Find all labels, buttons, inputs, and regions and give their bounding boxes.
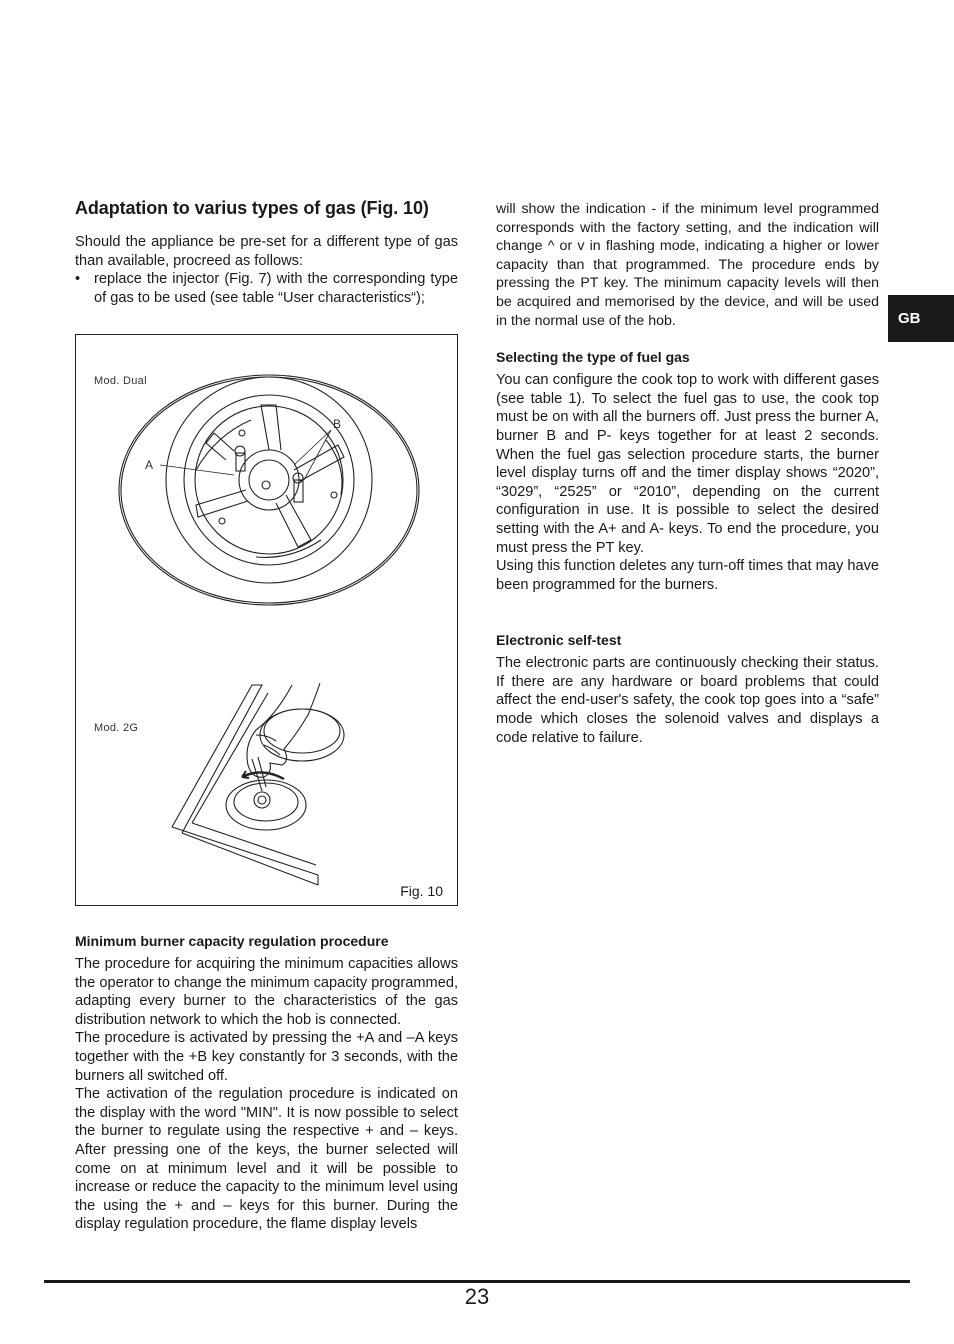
figure-caption: Fig. 10: [400, 883, 443, 899]
section-heading: Adaptation to varius types of gas (Fig. 10): [75, 198, 429, 218]
right-column: [496, 200, 879, 747]
marker-b: B: [333, 417, 342, 431]
fuel-gas-paragraph-2: Using this function deletes any turn-off times that may have been programmed for the burners.: [496, 558, 879, 593]
min-capacity-paragraph-1: The procedure for acquiring the minimum capacities allows the operator to change the minimum capacity programmed, adapting every burner to the characteristics of the gas distribution network to which the hob is connected.: [75, 956, 458, 1028]
bullet-text: replace the injector (Fig. 7) with the corresponding type of gas to be used (see table “User characteristics“);: [94, 271, 458, 306]
fuel-gas-paragraph-1: You can configure the cook top to work with different gases (see table 1). To select the fuel gas to use, the cook top must be on with all the burners off. Just press the burner A, burner B and P- keys together for at least 2 seconds. When the fuel gas selection procedure starts, the burner level display turns off and the timer display shows “2020”, “3029”, “2525” or “2010”, depending on the current configuration in use. It is possible to select the desired setting with the A+ and A- keys. To end the procedure, you must press the PT key.: [496, 372, 879, 556]
intro-paragraph: Should the appliance be pre-set for a different type of gas than available, procreed as follows:: [75, 234, 458, 269]
min-capacity-paragraph-3: The activation of the regulation procedure is indicated on the display with the word "MIN". It is now possible to select the burner to regulate using the respective + and – keys. After pressing one of the keys, the burner selected will come on at minimum level and it will be possible to increase or reduce the capacity to the minimum level using the using the + and – keys for this burner. During the display regulation procedure, the flame display levels: [75, 1086, 458, 1233]
hob-2g-illustration: [76, 675, 457, 905]
dual-burner-illustration: [76, 335, 457, 635]
fuel-gas-heading: Selecting the type of fuel gas: [496, 349, 690, 366]
figure-10: [75, 334, 458, 906]
min-capacity-paragraph-2: The procedure is activated by pressing the +A and –A keys together with the +B key constantly for 3 seconds, with the burners all switched off.: [75, 1030, 458, 1084]
language-tab-gb: GB: [888, 295, 954, 342]
left-column: [75, 198, 458, 307]
marker-a: A: [145, 458, 154, 472]
continued-paragraph: will show the indication - if the minimum level programmed corresponds with the factory setting, and the indication will change ^ or v in flashing mode, indicating a higher or lower capacity than that programmed. The procedure ends by pressing the PT key. The minimum capacity levels will then be acquired and memorised by the device, and will be used in the normal use of the hob.: [496, 201, 879, 329]
label-mod-2g: Mod. 2G: [94, 722, 139, 734]
min-capacity-section: [75, 933, 458, 1234]
page-number: 23: [464, 1284, 490, 1309]
bullet-item: [75, 270, 458, 307]
bullet-dot: •: [75, 271, 81, 288]
self-test-heading: Electronic self-test: [496, 632, 622, 649]
label-mod-dual: Mod. Dual: [94, 375, 147, 387]
min-capacity-heading: Minimum burner capacity regulation procedure: [75, 933, 389, 949]
self-test-paragraph: The electronic parts are continuously checking their status. If there are any hardware or board problems that could affect the end-user's safety, the cook top goes into a “safe” mode which closes the solenoid valves and displays a code relative to failure.: [496, 655, 879, 746]
